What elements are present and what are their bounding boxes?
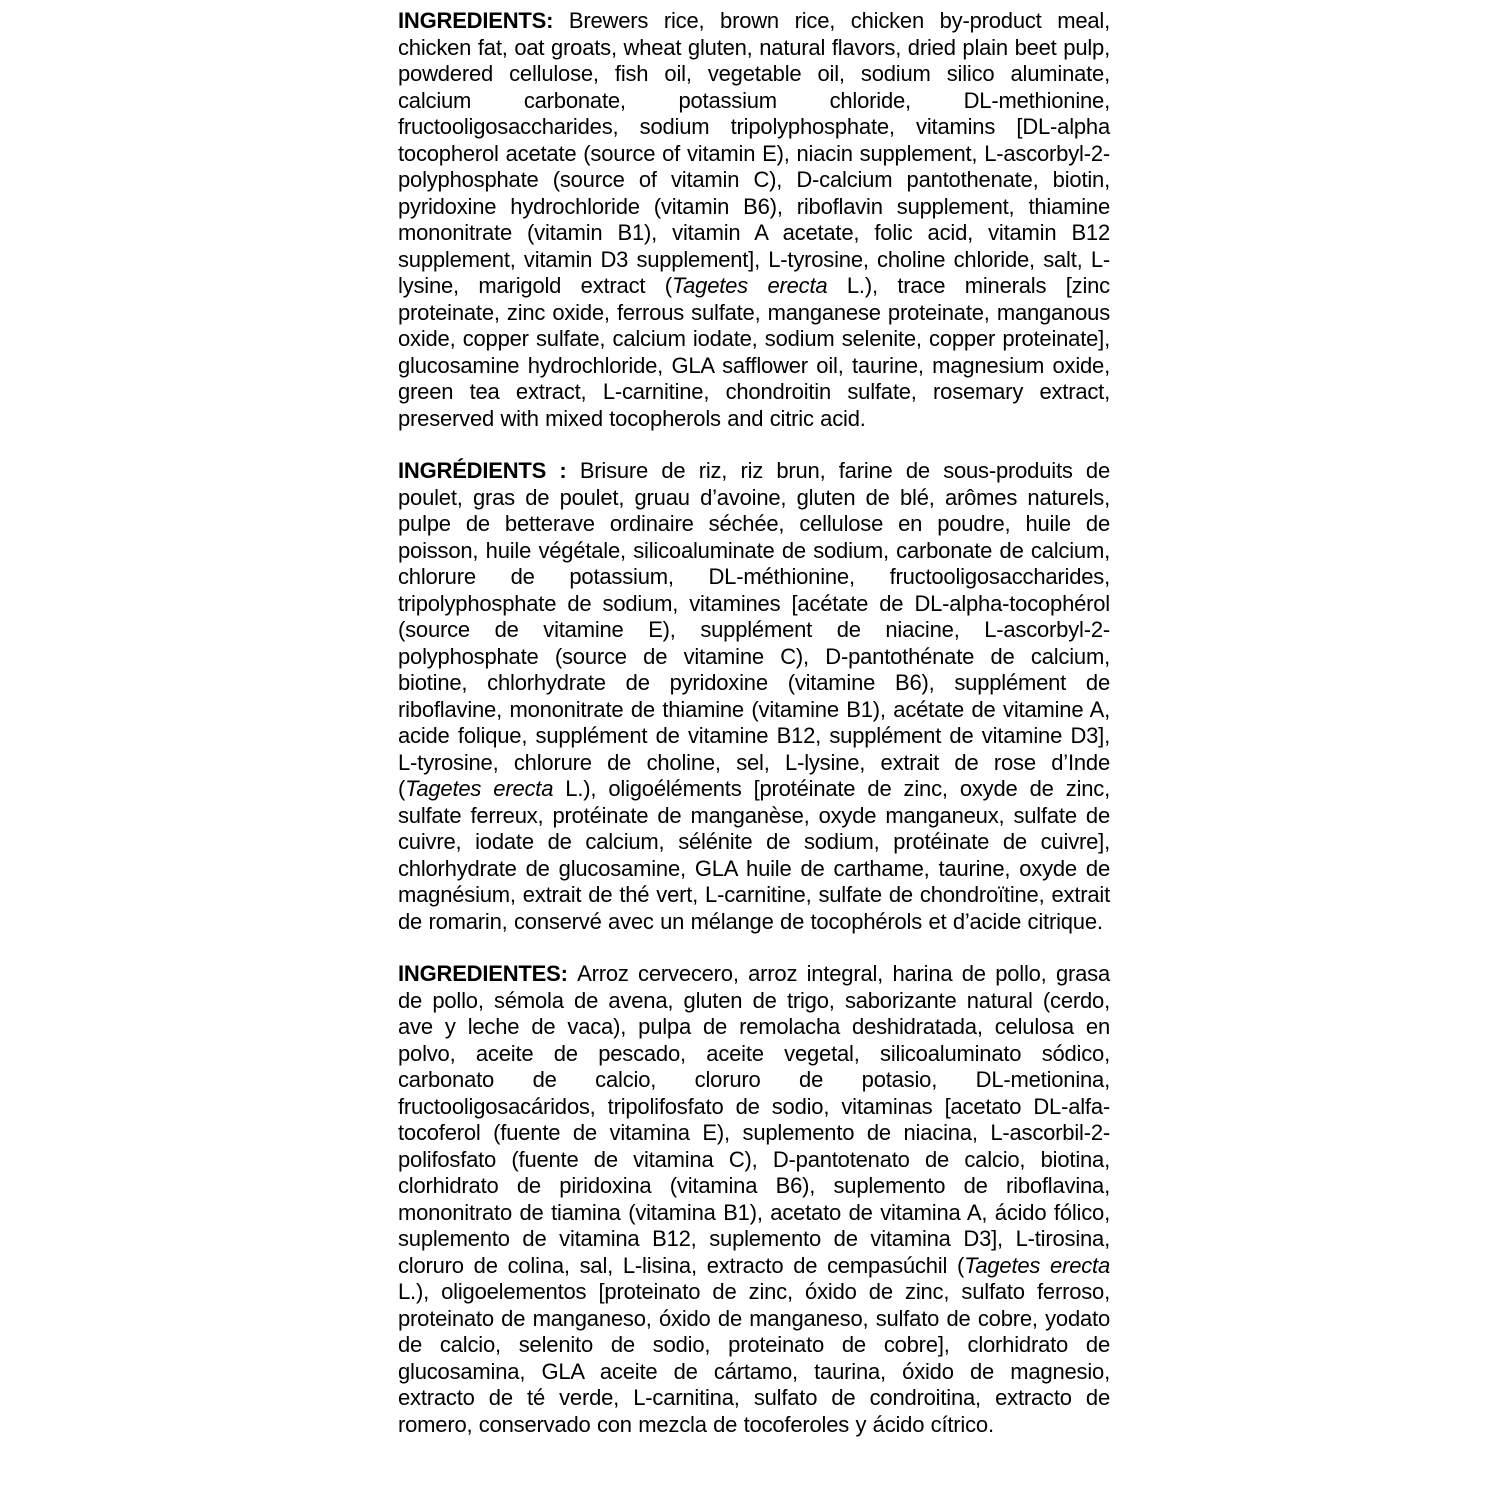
ingredients-paragraph-english	[398, 8, 1110, 432]
ingredients-heading-en: INGREDIENTS:	[398, 8, 569, 33]
ingredients-text-es-part2: L.), oligoelementos [proteinato de zinc, óxido de zinc, sulfato ferroso, proteinato de manganeso, óxido de manganeso, sulfato de cobre, yodato de calcio, selenito de sodio, proteinato de cobre], clorhidrato de glucosamina, GLA aceite de cártamo, taurina, óxido de magnesio, extracto de té verde, L-carnitina, sulfato de condroitina, extracto de romero, conservado con mezcla de tocoferoles y ácido cítrico.	[398, 1279, 1110, 1437]
ingredients-latin-name-fr: Tagetes erecta	[405, 776, 554, 801]
ingredients-label-panel	[398, 8, 1110, 1438]
ingredients-text-es-part1: Arroz cervecero, arroz integral, harina de pollo, grasa de pollo, sémola de avena, gluten de trigo, saborizante natural (cerdo, ave y leche de vaca), pulpa de remolacha deshidratada, celulosa en polvo, aceite de pescado, aceite vegetal, silicoaluminato sódico, carbonato de calcio, cloruro de potasio, DL-metionina, fructooligosacáridos, tripolifosfato de sodio, vitaminas [acetato DL-alfa-tocoferol (fuente de vitamina E), suplemento de niacina, L-ascorbil-2-polifosfato (fuente de vitamina C), D-pantotenato de calcio, biotina, clorhidrato de piridoxina (vitamina B6), suplemento de riboflavina, mononitrato de tiamina (vitamina B1), acetato de vitamina A, ácido fólico, suplemento de vitamina B12, suplemento de vitamina D3], L-tirosina, cloruro de colina, sal, L-lisina, extracto de cempasúchil (	[398, 961, 1110, 1278]
ingredients-text-fr-part2: L.), oligoéléments [protéinate de zinc, oxyde de zinc, sulfate ferreux, protéinate de manganèse, oxyde manganeux, sulfate de cuivre, iodate de calcium, sélénite de sodium, protéinate de cuivre], chlorhydrate de glucosamine, GLA huile de carthame, taurine, oxyde de magnésium, extrait de thé vert, L-carnitine, sulfate de chondroïtine, extrait de romarin, conservé avec un mélange de tocophérols et d’acide citrique.	[398, 776, 1110, 934]
ingredients-latin-name-en: Tagetes erecta	[671, 273, 828, 298]
ingredients-heading-es: INGREDIENTES:	[398, 961, 578, 986]
ingredients-text-fr-part1: Brisure de riz, riz brun, farine de sous-produits de poulet, gras de poulet, gruau d’avoine, gluten de blé, arômes naturels, pulpe de betterave ordinaire séchée, cellulose en poudre, huile de poisson, huile végétale, silicoaluminate de sodium, carbonate de calcium, chlorure de potassium, DL-méthionine, fructooligosaccharides, tripolyphosphate de sodium, vitamines [acétate de DL-alpha-tocophérol (source de vitamine E), supplément de niacine, L-ascorbyl-2-polyphosphate (source de vitamine C), D-pantothénate de calcium, biotine, chlorhydrate de pyridoxine (vitamine B6), supplément de riboflavine, mononitrate de thiamine (vitamine B1), acétate de vitamine A, acide folique, supplément de vitamine B12, supplément de vitamine D3], L-tyrosine, chlorure de choline, sel, L-lysine, extrait de rose d’Inde (	[398, 458, 1110, 801]
ingredients-paragraph-spanish	[398, 961, 1110, 1438]
ingredients-paragraph-french	[398, 458, 1110, 935]
ingredients-heading-fr: INGRÉDIENTS :	[398, 458, 580, 483]
ingredients-text-en-part2: L.), trace minerals [zinc proteinate, zinc oxide, ferrous sulfate, manganese proteinate, manganous oxide, copper sulfate, calcium iodate, sodium selenite, copper proteinate], glucosamine hydrochloride, GLA safflower oil, taurine, magnesium oxide, green tea extract, L-carnitine, chondroitin sulfate, rosemary extract, preserved with mixed tocopherols and citric acid.	[398, 273, 1110, 431]
ingredients-text-en-part1: Brewers rice, brown rice, chicken by-product meal, chicken fat, oat groats, wheat gluten, natural flavors, dried plain beet pulp, powdered cellulose, fish oil, vegetable oil, sodium silico aluminate, calcium carbonate, potassium chloride, DL-methionine, fructooligosaccharides, sodium tripolyphosphate, vitamins [DL-alpha tocopherol acetate (source of vitamin E), niacin supplement, L-ascorbyl-2-polyphosphate (source of vitamin C), D-calcium pantothenate, biotin, pyridoxine hydrochloride (vitamin B6), riboflavin supplement, thiamine mononitrate (vitamin B1), vitamin A acetate, folic acid, vitamin B12 supplement, vitamin D3 supplement], L-tyrosine, choline chloride, salt, L-lysine, marigold extract (	[398, 8, 1111, 298]
ingredients-latin-name-es: Tagetes erecta	[964, 1252, 1110, 1278]
